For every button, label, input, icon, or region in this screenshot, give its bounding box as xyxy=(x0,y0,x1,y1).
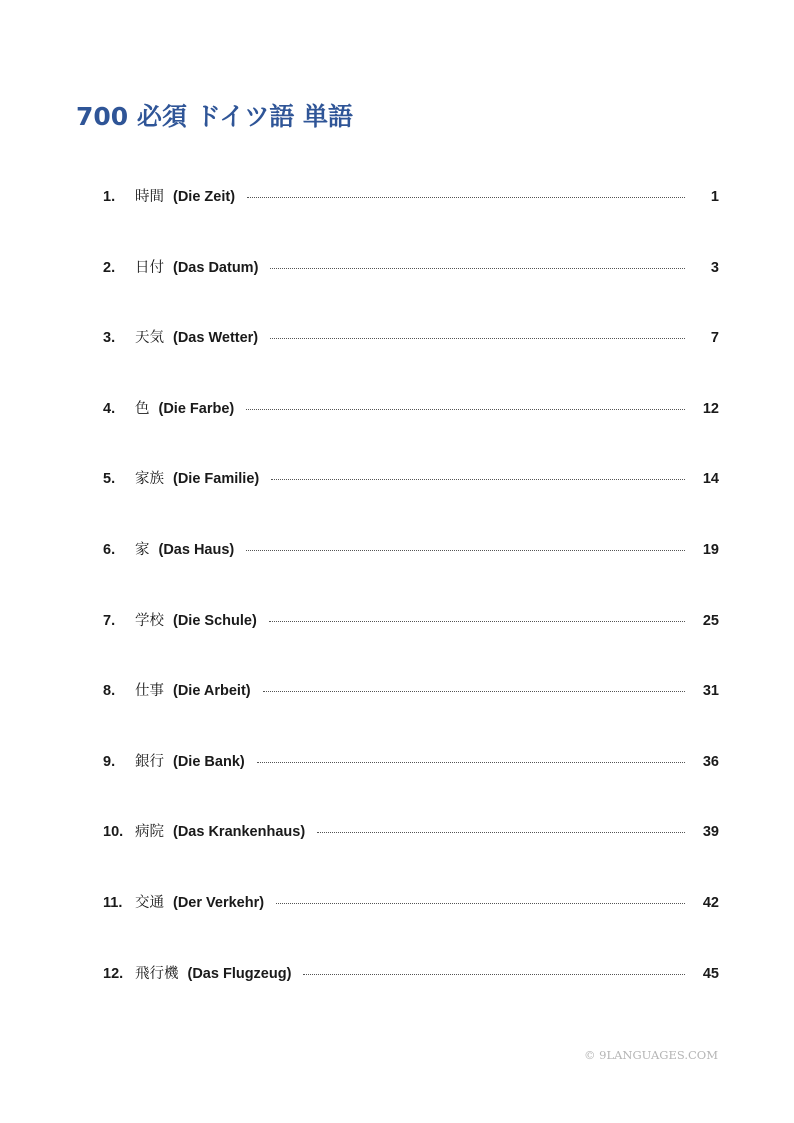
toc-entry-family[interactable] xyxy=(103,467,719,538)
toc-entry-number: 8. xyxy=(103,683,116,700)
copyright-footer: © 9LANGUAGES.COM xyxy=(584,1048,719,1062)
toc-entry-page: 45 xyxy=(702,965,719,982)
toc-entry-german: (Die Zeit) xyxy=(173,189,236,205)
toc-entry-number: 4. xyxy=(103,400,116,417)
toc-entry-bank[interactable] xyxy=(103,750,719,821)
toc-entry-japanese: 家族 xyxy=(135,471,164,488)
toc-entry-number: 7. xyxy=(103,612,116,629)
toc-entry-date[interactable] xyxy=(103,256,719,327)
toc-entry-japanese: 家 xyxy=(135,541,150,558)
toc-entry-airplane[interactable] xyxy=(103,962,719,1033)
toc-entry-german: (Das Datum) xyxy=(173,259,259,276)
toc-entry-japanese: 飛行機 xyxy=(135,965,179,982)
dot-leader xyxy=(247,197,685,198)
toc-entry-japanese: 病院 xyxy=(135,824,164,841)
toc-entry-german: (Das Krankenhaus) xyxy=(173,824,306,841)
toc-entry-number: 1. xyxy=(103,189,116,205)
toc-entry-school[interactable] xyxy=(103,609,719,680)
toc-entry-traffic[interactable] xyxy=(103,891,719,962)
toc-entry-page: 7 xyxy=(710,330,719,347)
toc-entry-weather[interactable] xyxy=(103,326,719,397)
toc-entry-page: 1 xyxy=(710,189,719,205)
toc-entry-german: (Das Flugzeug) xyxy=(187,965,292,982)
dot-leader xyxy=(269,621,685,622)
toc-entry-number: 2. xyxy=(103,259,116,276)
dot-leader xyxy=(257,762,685,763)
toc-entry-work[interactable] xyxy=(103,679,719,750)
toc-entry-japanese: 時間 xyxy=(135,189,164,205)
toc-entry-number: 5. xyxy=(103,471,116,488)
toc-entry-house[interactable] xyxy=(103,538,719,609)
dot-leader xyxy=(246,409,685,410)
toc-entry-number: 12. xyxy=(103,965,124,982)
dot-leader xyxy=(270,268,685,269)
toc-entry-japanese: 銀行 xyxy=(135,753,164,770)
toc-entry-page: 14 xyxy=(702,471,719,488)
toc-entry-japanese: 交通 xyxy=(135,894,164,911)
toc-entry-number: 6. xyxy=(103,541,116,558)
toc-entry-time[interactable] xyxy=(103,185,719,256)
toc-entry-german: (Die Farbe) xyxy=(158,400,235,417)
dot-leader xyxy=(263,691,685,692)
toc-entry-japanese: 天気 xyxy=(135,330,164,347)
toc-entry-german: (Der Verkehr) xyxy=(173,894,265,911)
toc-entry-german: (Die Arbeit) xyxy=(173,683,251,700)
dot-leader xyxy=(246,550,685,551)
dot-leader xyxy=(303,974,685,975)
toc-entry-page: 39 xyxy=(702,824,719,841)
toc-entry-page: 36 xyxy=(702,753,719,770)
toc-entry-german: (Das Wetter) xyxy=(173,330,259,347)
toc-entry-japanese: 仕事 xyxy=(135,683,164,700)
toc-entry-page: 42 xyxy=(702,894,719,911)
toc-entry-japanese: 学校 xyxy=(135,612,164,629)
dot-leader xyxy=(276,903,685,904)
toc-entry-color[interactable] xyxy=(103,397,719,468)
toc-entry-page: 19 xyxy=(702,541,719,558)
toc-entry-number: 11. xyxy=(103,894,123,911)
table-of-contents xyxy=(103,185,719,1032)
toc-entry-german: (Die Schule) xyxy=(173,612,257,629)
toc-entry-japanese: 色 xyxy=(135,400,150,417)
toc-entry-page: 3 xyxy=(710,259,719,276)
toc-entry-japanese: 日付 xyxy=(135,259,164,276)
dot-leader xyxy=(271,479,685,480)
toc-entry-number: 3. xyxy=(103,330,116,347)
dot-leader xyxy=(270,338,685,339)
toc-entry-page: 12 xyxy=(702,400,719,417)
toc-entry-page: 25 xyxy=(702,612,719,629)
toc-entry-hospital[interactable] xyxy=(103,820,719,891)
toc-entry-german: (Das Haus) xyxy=(158,541,235,558)
page-title: 700 必須 ドイツ語 単語 xyxy=(76,101,354,131)
toc-entry-number: 9. xyxy=(103,753,116,770)
toc-entry-page: 31 xyxy=(702,683,719,700)
toc-entry-number: 10. xyxy=(103,824,124,841)
dot-leader xyxy=(317,832,685,833)
toc-entry-german: (Die Familie) xyxy=(173,471,260,488)
toc-entry-german: (Die Bank) xyxy=(173,753,245,770)
